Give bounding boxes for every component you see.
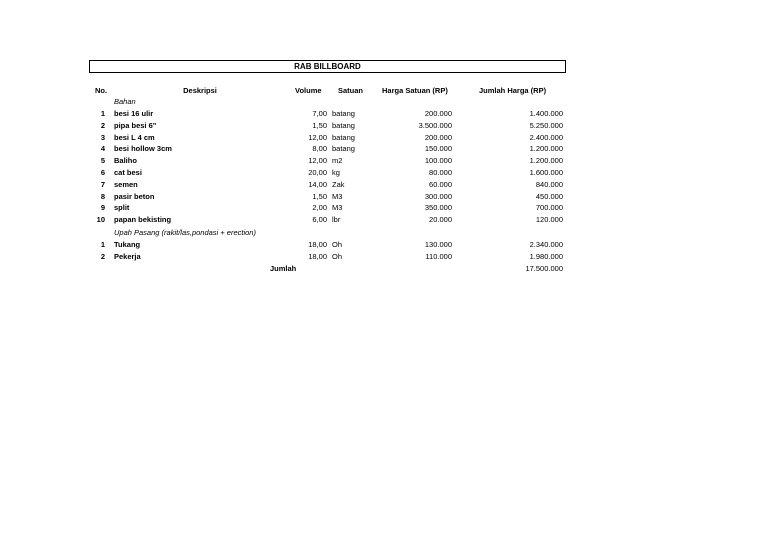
row-description: Tukang (114, 240, 141, 249)
row-description: Pekerja (114, 251, 141, 261)
row-harga-satuan: 20.000 (429, 215, 452, 225)
row-description: besi 16 ulir (114, 109, 154, 118)
header-jumlah-harga: Jumlah Harga (RP) (479, 86, 547, 95)
row-no: 3 (100, 132, 105, 142)
row-volume: 8,00 (312, 144, 327, 154)
section-bahan-label: Bahan (114, 97, 136, 106)
row-no: 10 (96, 215, 105, 225)
row-satuan: batang (332, 109, 355, 118)
row-harga-satuan: 3.500.000 (418, 120, 452, 130)
row-satuan: Oh (332, 251, 343, 261)
header-satuan: Satuan (338, 86, 364, 95)
row-harga-satuan: 350.000 (424, 203, 452, 213)
row-volume: 1,50 (312, 120, 327, 130)
row-volume: 1,50 (312, 191, 327, 201)
row-no: 8 (100, 191, 105, 201)
row-no: 1 (100, 240, 105, 249)
row-satuan: kg (332, 168, 340, 177)
row-no: 2 (100, 251, 105, 261)
row-description: cat besi (114, 168, 142, 177)
row-satuan: lbr (332, 215, 341, 225)
row-jumlah-harga: 120.000 (535, 215, 563, 225)
row-satuan: batang (332, 144, 355, 154)
row-description: papan bekisting (114, 215, 172, 225)
row-description: besi hollow 3cm (114, 144, 172, 154)
sheet-title: RAB BILLBOARD (89, 60, 566, 73)
row-satuan: M3 (332, 203, 343, 213)
row-volume: 18,00 (308, 240, 327, 249)
row-harga-satuan: 130.000 (424, 240, 452, 249)
row-harga-satuan: 100.000 (424, 156, 452, 166)
row-jumlah-harga: 450.000 (535, 191, 563, 201)
header-no: No. (95, 86, 108, 95)
row-volume: 12,00 (308, 156, 327, 166)
row-satuan: Zak (332, 179, 345, 189)
row-satuan: m2 (332, 156, 343, 166)
row-description: split (114, 203, 130, 213)
row-no: 2 (100, 120, 105, 130)
header-deskripsi: Deskripsi (183, 86, 217, 95)
row-description: pipa besi 6" (114, 120, 157, 130)
row-description: pasir beton (114, 191, 155, 201)
row-jumlah-harga: 1.600.000 (529, 168, 563, 177)
row-no: 5 (100, 156, 105, 166)
row-harga-satuan: 60.000 (429, 179, 452, 189)
total-label: Jumlah (270, 264, 297, 273)
header-harga-satuan: Harga Satuan (RP) (382, 86, 448, 95)
row-jumlah-harga: 2.340.000 (529, 240, 563, 249)
row-satuan: M3 (332, 191, 343, 201)
header-volume: Volume (295, 86, 322, 95)
row-harga-satuan: 150.000 (424, 144, 452, 154)
row-volume: 2,00 (312, 203, 327, 213)
row-volume: 14,00 (308, 179, 327, 189)
row-description: Baliho (114, 156, 137, 166)
row-jumlah-harga: 5.250.000 (529, 120, 563, 130)
row-volume: 12,00 (308, 132, 327, 142)
row-description: semen (114, 179, 138, 189)
row-volume: 18,00 (308, 251, 327, 261)
row-harga-satuan: 200.000 (424, 109, 452, 118)
row-harga-satuan: 80.000 (429, 168, 452, 177)
row-no: 1 (100, 109, 105, 118)
row-jumlah-harga: 840.000 (535, 179, 563, 189)
row-jumlah-harga: 1.200.000 (529, 156, 563, 166)
row-no: 4 (100, 144, 105, 154)
row-jumlah-harga: 1.400.000 (529, 109, 563, 118)
row-jumlah-harga: 700.000 (535, 203, 563, 213)
row-volume: 7,00 (312, 109, 327, 118)
row-satuan: batang (332, 132, 355, 142)
section-upah-label: Upah Pasang (rakit/las,pondasi + erection) (114, 228, 256, 237)
row-harga-satuan: 300.000 (424, 191, 452, 201)
row-volume: 6,00 (312, 215, 327, 225)
row-jumlah-harga: 1.980.000 (529, 251, 563, 261)
row-jumlah-harga: 1.200.000 (529, 144, 563, 154)
row-satuan: Oh (332, 240, 343, 249)
row-satuan: batang (332, 120, 355, 130)
row-volume: 20,00 (308, 168, 327, 177)
row-description: besi L 4 cm (114, 132, 155, 142)
row-harga-satuan: 110.000 (425, 251, 452, 261)
row-no: 6 (100, 168, 105, 177)
row-harga-satuan: 200.000 (424, 132, 452, 142)
row-no: 7 (100, 179, 105, 189)
row-jumlah-harga: 2.400.000 (529, 132, 563, 142)
total-value: 17.500.000 (525, 264, 563, 273)
row-no: 9 (100, 203, 105, 213)
